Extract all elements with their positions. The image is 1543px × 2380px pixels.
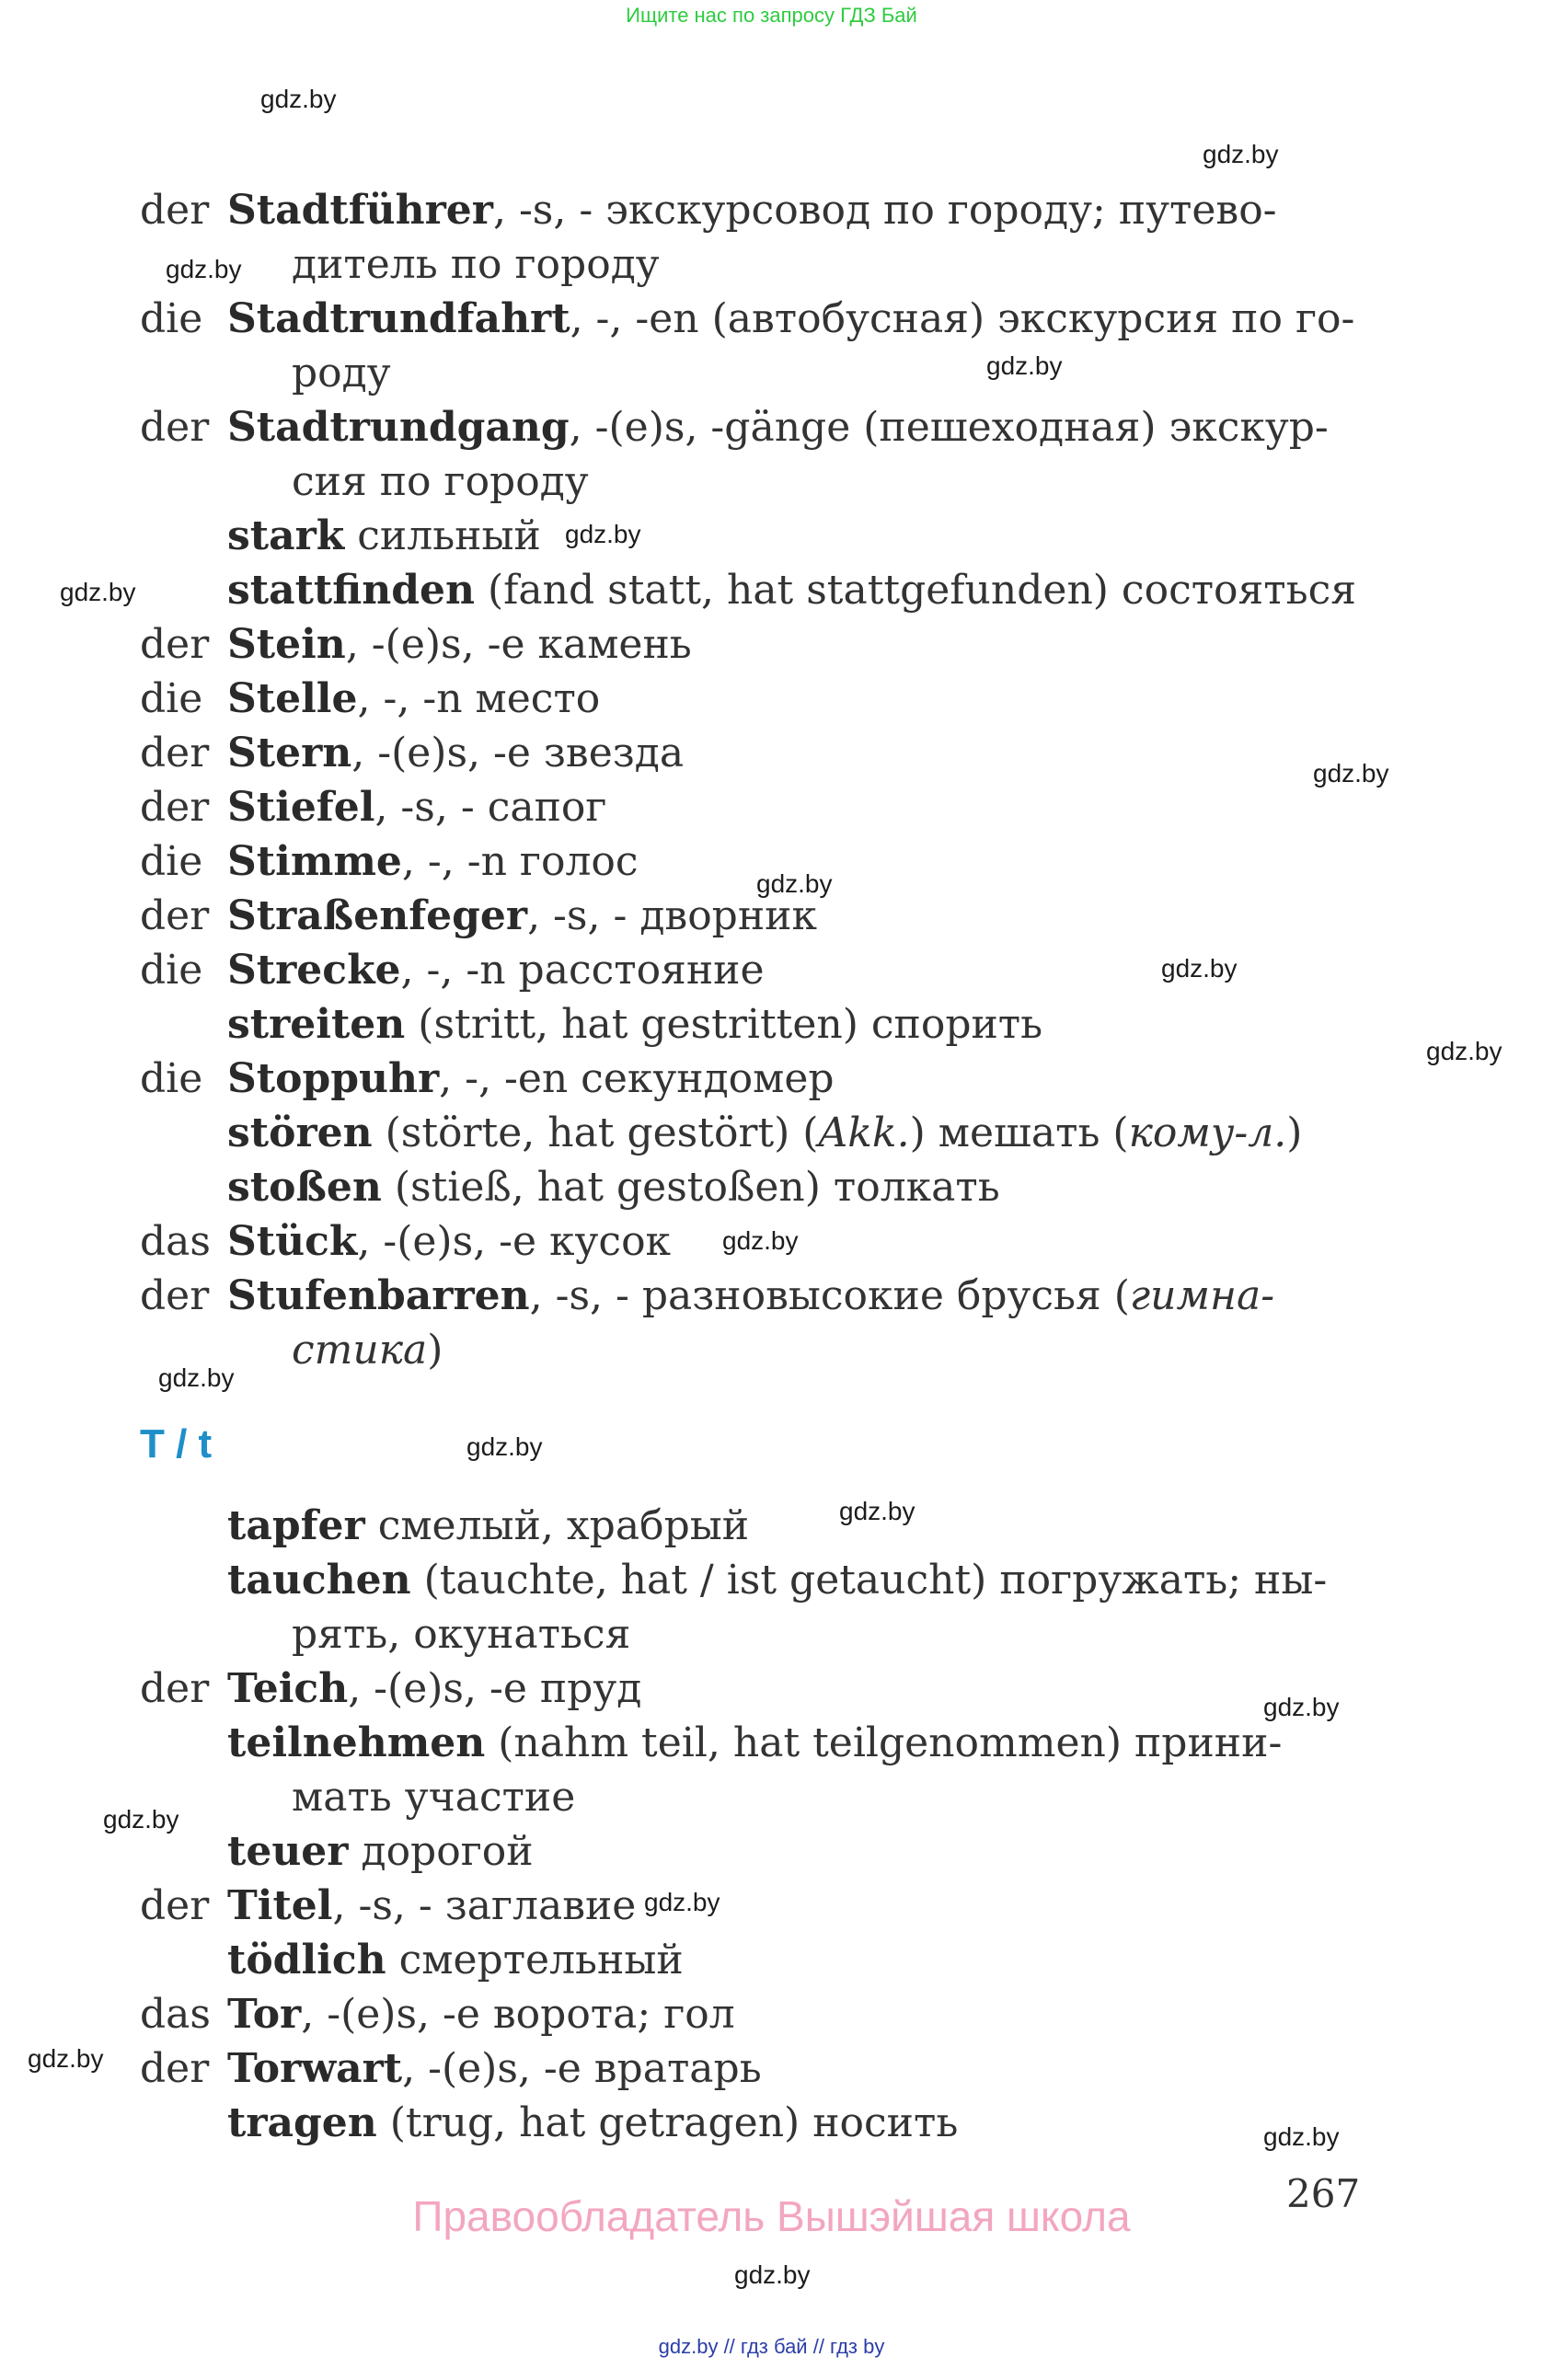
headword: Stufenbarren: [227, 1272, 530, 1319]
watermark: gdz.by: [1263, 1693, 1340, 1721]
entry-line: [227, 1161, 1000, 1214]
definition: роду: [292, 350, 391, 397]
definition: сильный: [344, 512, 541, 559]
definition: ): [1286, 1110, 1303, 1156]
watermark: gdz.by: [644, 1888, 720, 1916]
section-heading: T / t: [140, 1421, 213, 1466]
headword: Stimme: [227, 838, 402, 885]
headword: Stiefel: [227, 784, 375, 831]
definition: ): [427, 1327, 443, 1374]
headword: Stelle: [227, 675, 358, 722]
definition: (stieß, hat gestoßen) толкать: [381, 1164, 1000, 1211]
definition: мать участие: [292, 1774, 576, 1821]
definition: , -, -n место: [357, 675, 601, 722]
definition: , -(e)s, -e пруд: [348, 1665, 642, 1712]
watermark: gdz.by: [734, 2260, 811, 2289]
headword: stark: [227, 512, 345, 559]
article: der: [140, 1272, 210, 1319]
entry-line: [227, 1107, 1302, 1160]
definition: ) мешать (: [909, 1110, 1129, 1156]
article: die: [140, 295, 203, 342]
page-number: 267: [1286, 2171, 1361, 2216]
article: das: [140, 1218, 211, 1265]
headword: Stück: [227, 1218, 358, 1265]
definition: , -s, - разновысокие брусья (: [529, 1272, 1130, 1319]
definition: , -, -en секундомер: [439, 1055, 835, 1102]
copyright-notice: Правообладатель Вышэйшая школа: [412, 2192, 1131, 2240]
article: der: [140, 730, 210, 776]
entry-line: [227, 998, 1042, 1052]
headword: Stein: [227, 621, 346, 668]
watermark: gdz.by: [1313, 759, 1389, 788]
article: die: [140, 1055, 203, 1102]
definition: , -(e)s, -e камень: [345, 621, 692, 668]
entry-line: [140, 781, 606, 834]
entry-line: [140, 673, 600, 726]
headword: stören: [227, 1110, 373, 1156]
watermark: gdz.by: [1426, 1037, 1503, 1065]
headword: Torwart: [227, 2045, 403, 2092]
definition: , -(e)s, -e кусок: [357, 1218, 672, 1265]
entry-line: [140, 835, 639, 889]
definition: (nahm teil, hat teilgenommen) прини-: [485, 1719, 1283, 1766]
entry-line: [140, 184, 1277, 237]
article: der: [140, 404, 210, 451]
definition: , -s, - заглавие: [332, 1882, 637, 1929]
entry-line: [140, 944, 765, 997]
definition: дорогой: [348, 1828, 534, 1875]
entry-continuation: [292, 1608, 630, 1661]
definition: , -s, - сапог: [374, 784, 607, 831]
watermark: gdz.by: [158, 1363, 235, 1392]
entry-line: [140, 1215, 671, 1269]
entry-line: [140, 1880, 636, 1933]
headword: teilnehmen: [227, 1719, 486, 1766]
grammar-note: кому-л.: [1128, 1110, 1287, 1156]
watermark: gdz.by: [1263, 2122, 1340, 2151]
headword: Stoppuhr: [227, 1055, 440, 1102]
definition: (trug, hat getragen) носить: [376, 2099, 959, 2146]
definition: сия по городу: [292, 458, 589, 505]
article: der: [140, 892, 210, 939]
definition: (tauchte, hat / ist getaucht) погружать; ны-: [410, 1557, 1328, 1604]
headword: Stern: [227, 730, 352, 776]
entry-line: [140, 2042, 762, 2096]
entry-line: [140, 401, 1329, 454]
headword: Teich: [227, 1665, 349, 1712]
watermark: gdz.by: [60, 578, 136, 606]
definition: , -s, - экскурсовод по городу; путево-: [492, 187, 1277, 234]
headword: Straßenfeger: [227, 892, 528, 939]
watermark: gdz.by: [565, 520, 641, 548]
article: der: [140, 621, 210, 668]
grammar-note: стика: [292, 1327, 428, 1374]
headword: Stadtführer: [227, 187, 493, 234]
definition: смелый, храбрый: [364, 1502, 750, 1549]
entry-line: [227, 2097, 958, 2150]
definition: , -, -n расстояние: [400, 947, 765, 994]
entry-line: [140, 1988, 735, 2041]
definition: , -(e)s, -e звезда: [351, 730, 685, 776]
entry-line: [140, 1662, 641, 1716]
watermark: gdz.by: [986, 351, 1063, 380]
headword: teuer: [227, 1828, 349, 1875]
watermark: gdz.by: [839, 1497, 915, 1525]
headword: tapfer: [227, 1502, 365, 1549]
entry-line: [227, 1500, 749, 1553]
headword: Stadtrundgang: [227, 404, 570, 451]
entry-line: [227, 1717, 1282, 1770]
entry-line: [140, 293, 1354, 346]
definition: , -(e)s, -e вратарь: [402, 2045, 762, 2092]
definition: (störte, hat gestört) (: [372, 1110, 819, 1156]
watermark: gdz.by: [166, 255, 242, 283]
entry-line: [140, 1052, 835, 1106]
headword: Stadtrundfahrt: [227, 295, 570, 342]
watermark: gdz.by: [756, 869, 833, 898]
watermark: gdz.by: [103, 1805, 179, 1834]
headword: Strecke: [227, 947, 401, 994]
headword: stoßen: [227, 1164, 382, 1211]
article: der: [140, 1882, 210, 1929]
article: der: [140, 784, 210, 831]
entry-continuation: [292, 1771, 575, 1824]
headword: streiten: [227, 1001, 406, 1048]
entry-line: [140, 618, 692, 672]
definition: (fand statt, hat stattgefunden) состояться: [474, 567, 1356, 614]
entry-line: [227, 1825, 534, 1879]
top-banner: Ищите нас по запросу ГДЗ Бай: [626, 4, 917, 27]
headword: tödlich: [227, 1937, 386, 1983]
definition: (stritt, hat gestritten) спорить: [405, 1001, 1043, 1048]
grammar-note: гимна-: [1129, 1272, 1275, 1319]
definition: , -(e)s, -e ворота; гол: [301, 1991, 735, 2038]
headword: tragen: [227, 2099, 377, 2146]
watermark: gdz.by: [1203, 140, 1279, 168]
watermark: gdz.by: [28, 2044, 104, 2073]
definition: , -, -en (автобусная) экскурсия по го-: [570, 295, 1355, 342]
entry-continuation: [292, 455, 589, 509]
entry-line: [227, 510, 541, 563]
entry-continuation: [292, 347, 391, 400]
article: das: [140, 1991, 211, 2038]
watermark: gdz.by: [260, 85, 337, 113]
watermark: gdz.by: [722, 1226, 799, 1255]
footer-links: gdz.by // гдз бай // гдз by: [658, 2335, 885, 2358]
watermark: gdz.by: [1161, 954, 1238, 983]
entry-line: [227, 1934, 684, 1987]
entry-continuation: [292, 1324, 443, 1377]
article: die: [140, 947, 203, 994]
headword: Tor: [227, 1991, 302, 2038]
definition: , -, -n голос: [401, 838, 639, 885]
watermark: gdz.by: [466, 1432, 543, 1461]
entry-line: [227, 1554, 1327, 1607]
definition: , -(e)s, -gänge (пешеходная) экскур-: [569, 404, 1329, 451]
article: der: [140, 187, 210, 234]
article: der: [140, 2045, 210, 2092]
entry-line: [140, 1270, 1274, 1323]
definition: дитель по городу: [292, 241, 660, 288]
entry-continuation: [292, 238, 660, 292]
entry-line: [140, 890, 817, 943]
definition: рять, окунаться: [292, 1611, 631, 1658]
definition: , -s, - дворник: [527, 892, 817, 939]
headword: Titel: [227, 1882, 333, 1929]
headword: tauchen: [227, 1557, 411, 1604]
article: die: [140, 838, 203, 885]
entry-line: [140, 727, 684, 780]
entry-line: [227, 564, 1356, 617]
definition: смертельный: [386, 1937, 684, 1983]
article: der: [140, 1665, 210, 1712]
grammar-note: Akk.: [818, 1110, 910, 1156]
headword: stattfinden: [227, 567, 475, 614]
article: die: [140, 675, 203, 722]
